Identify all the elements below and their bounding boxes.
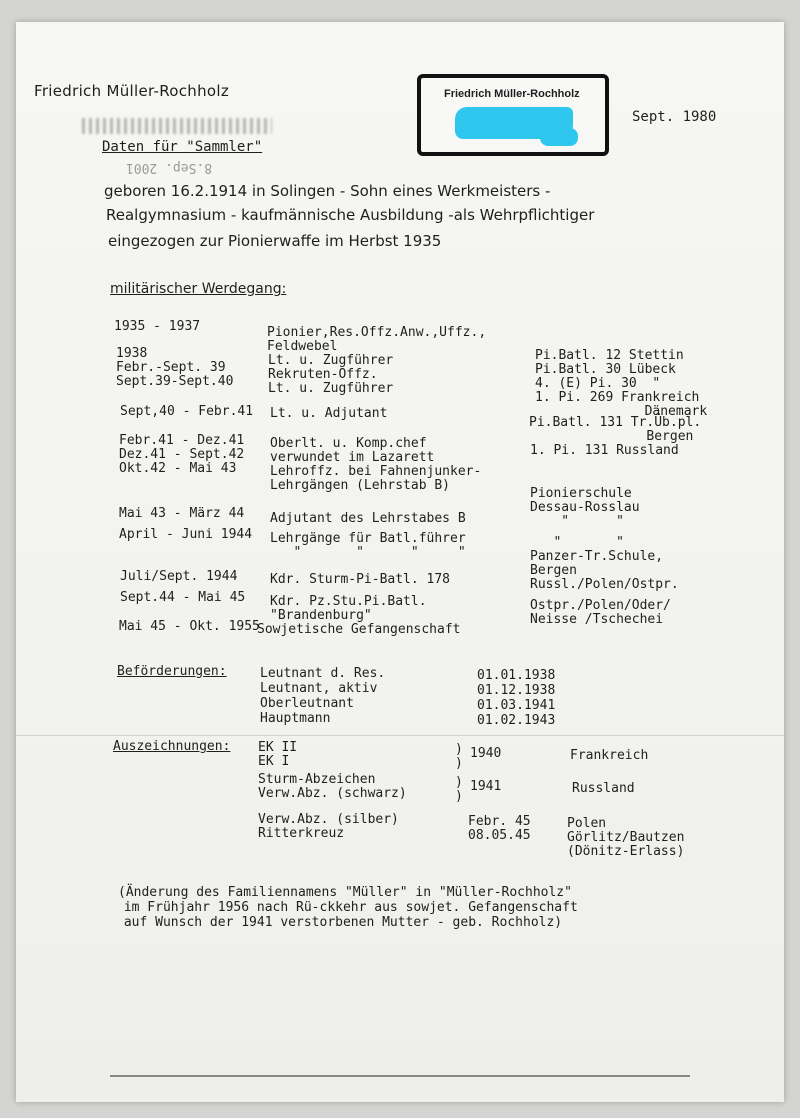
career-role: Pionier,Res.Offz.Anw.,Uffz., Feldwebel (267, 325, 487, 354)
career-role: Kdr. Pz.Stu.Pi.Batl. "Brandenburg" (270, 594, 427, 623)
career-role: Oberlt. u. Komp.chef verwundet im Lazarett Lehroffz. bei Fahnenjunker- Lehrgängen (Lehrstab B) (270, 436, 482, 493)
note-line: im Frühjahr 1956 nach Rü-ckkehr aus sowjet. Gefangenschaft (116, 900, 578, 915)
award-name: Verw.Abz. (silber) Ritterkreuz (258, 812, 399, 841)
career-heading: militärischer Werdegang: (110, 281, 287, 297)
stamp-name: Friedrich Müller-Rochholz (444, 88, 580, 100)
career-date: Mai 43 - März 44 (119, 506, 245, 521)
promotion-rank: Leutnant, aktiv (260, 681, 378, 696)
note-line: auf Wunsch der 1941 verstorbenen Mutter - geb. Rochholz) (116, 915, 563, 930)
career-date: 1938 Febr.-Sept. 39 Sept.39-Sept.40 (116, 346, 234, 389)
award-name: Sturm-Abzeichen Verw.Abz. (schwarz) (258, 772, 407, 801)
career-date: Juli/Sept. 1944 (120, 569, 238, 584)
career-role: Lt. u. Zugführer Rekruten-Offz. Lt. u. Zugführer (268, 353, 394, 396)
career-unit: 1. Pi. 131 Russland (530, 443, 679, 458)
promotion-rank: Hauptmann (260, 711, 331, 726)
bottom-rule (110, 1075, 690, 1077)
career-unit: Pionierschule Dessau-Rosslau " " (530, 486, 640, 529)
award-year: Febr. 45 08.05.45 (468, 814, 531, 843)
received-stamp: 8.Sep. 2001 (126, 160, 213, 175)
career-unit: Russl./Polen/Ostpr. (530, 577, 679, 592)
career-unit: Pi.Batl. 131 Tr.Üb.pl. Bergen (529, 415, 702, 444)
award-place: Frankreich (570, 748, 649, 763)
intro-line: geboren 16.2.1914 in Solingen - Sohn eines Werkmeisters - (104, 182, 551, 200)
awards-heading: Auszeichnungen: (113, 739, 231, 754)
award-place: Russland (572, 781, 635, 796)
career-role: Sowjetische Gefangenschaft (257, 622, 461, 637)
document-title: Daten für "Sammler" (102, 139, 263, 155)
award-bracket: ) ) (455, 775, 463, 804)
award-year: 1940 (470, 746, 502, 761)
paper-fold-line (16, 735, 784, 736)
career-role: Kdr. Sturm-Pi-Batl. 178 (270, 572, 451, 587)
sender-name: Friedrich Müller-Rochholz (34, 82, 230, 100)
promotion-date: 01.02.1943 (477, 713, 556, 728)
promotion-date: 01.03.1941 (477, 698, 556, 713)
award-name: EK II EK I (258, 740, 298, 769)
promotions-heading: Beförderungen: (117, 664, 227, 679)
career-date: 1935 - 1937 (114, 319, 201, 334)
award-place: Polen Görlitz/Bautzen (Dönitz-Erlass) (567, 816, 685, 859)
career-role: Lehrgänge für Batl.führer " " " " (270, 531, 466, 560)
career-date: Sept,40 - Febr.41 (120, 404, 254, 419)
promotion-rank: Leutnant d. Res. (260, 666, 386, 681)
career-unit: Ostpr./Polen/Oder/ Neisse /Tschechei (530, 598, 671, 627)
obscured-address (82, 118, 272, 134)
promotion-date: 01.12.1938 (477, 683, 556, 698)
intro-line: Realgymnasium - kaufmännische Ausbildung -als Wehrpflichtiger (106, 206, 595, 224)
promotion-date: 01.01.1938 (477, 668, 556, 683)
award-bracket: ) ) (455, 742, 463, 771)
career-unit: " " Panzer-Tr.Schule, Bergen (530, 535, 664, 578)
note-line: (Änderung des Familiennamens "Müller" in "Müller-Rochholz" (118, 885, 572, 900)
intro-line: eingezogen zur Pionierwaffe im Herbst 1935 (108, 232, 442, 250)
career-unit: Pi.Batl. 12 Stettin Pi.Batl. 30 Lübeck 4. (E) Pi. 30 " 1. Pi. 269 Frankreich Dänemark (535, 348, 708, 419)
career-role: Adjutant des Lehrstabes B (270, 511, 466, 526)
career-role: Lt. u. Adjutant (270, 406, 388, 421)
career-date: Febr.41 - Dez.41 Dez.41 - Sept.42 Okt.42 - Mai 43 (119, 433, 245, 476)
award-year: 1941 (470, 779, 502, 794)
letter-date: Sept. 1980 (632, 109, 717, 125)
career-date: Mai 45 - Okt. 1955 (119, 619, 260, 634)
career-date: Sept.44 - Mai 45 (120, 590, 246, 605)
career-date: April - Juni 1944 (119, 527, 253, 542)
redaction-mark (540, 128, 578, 146)
promotion-rank: Oberleutnant (260, 696, 354, 711)
